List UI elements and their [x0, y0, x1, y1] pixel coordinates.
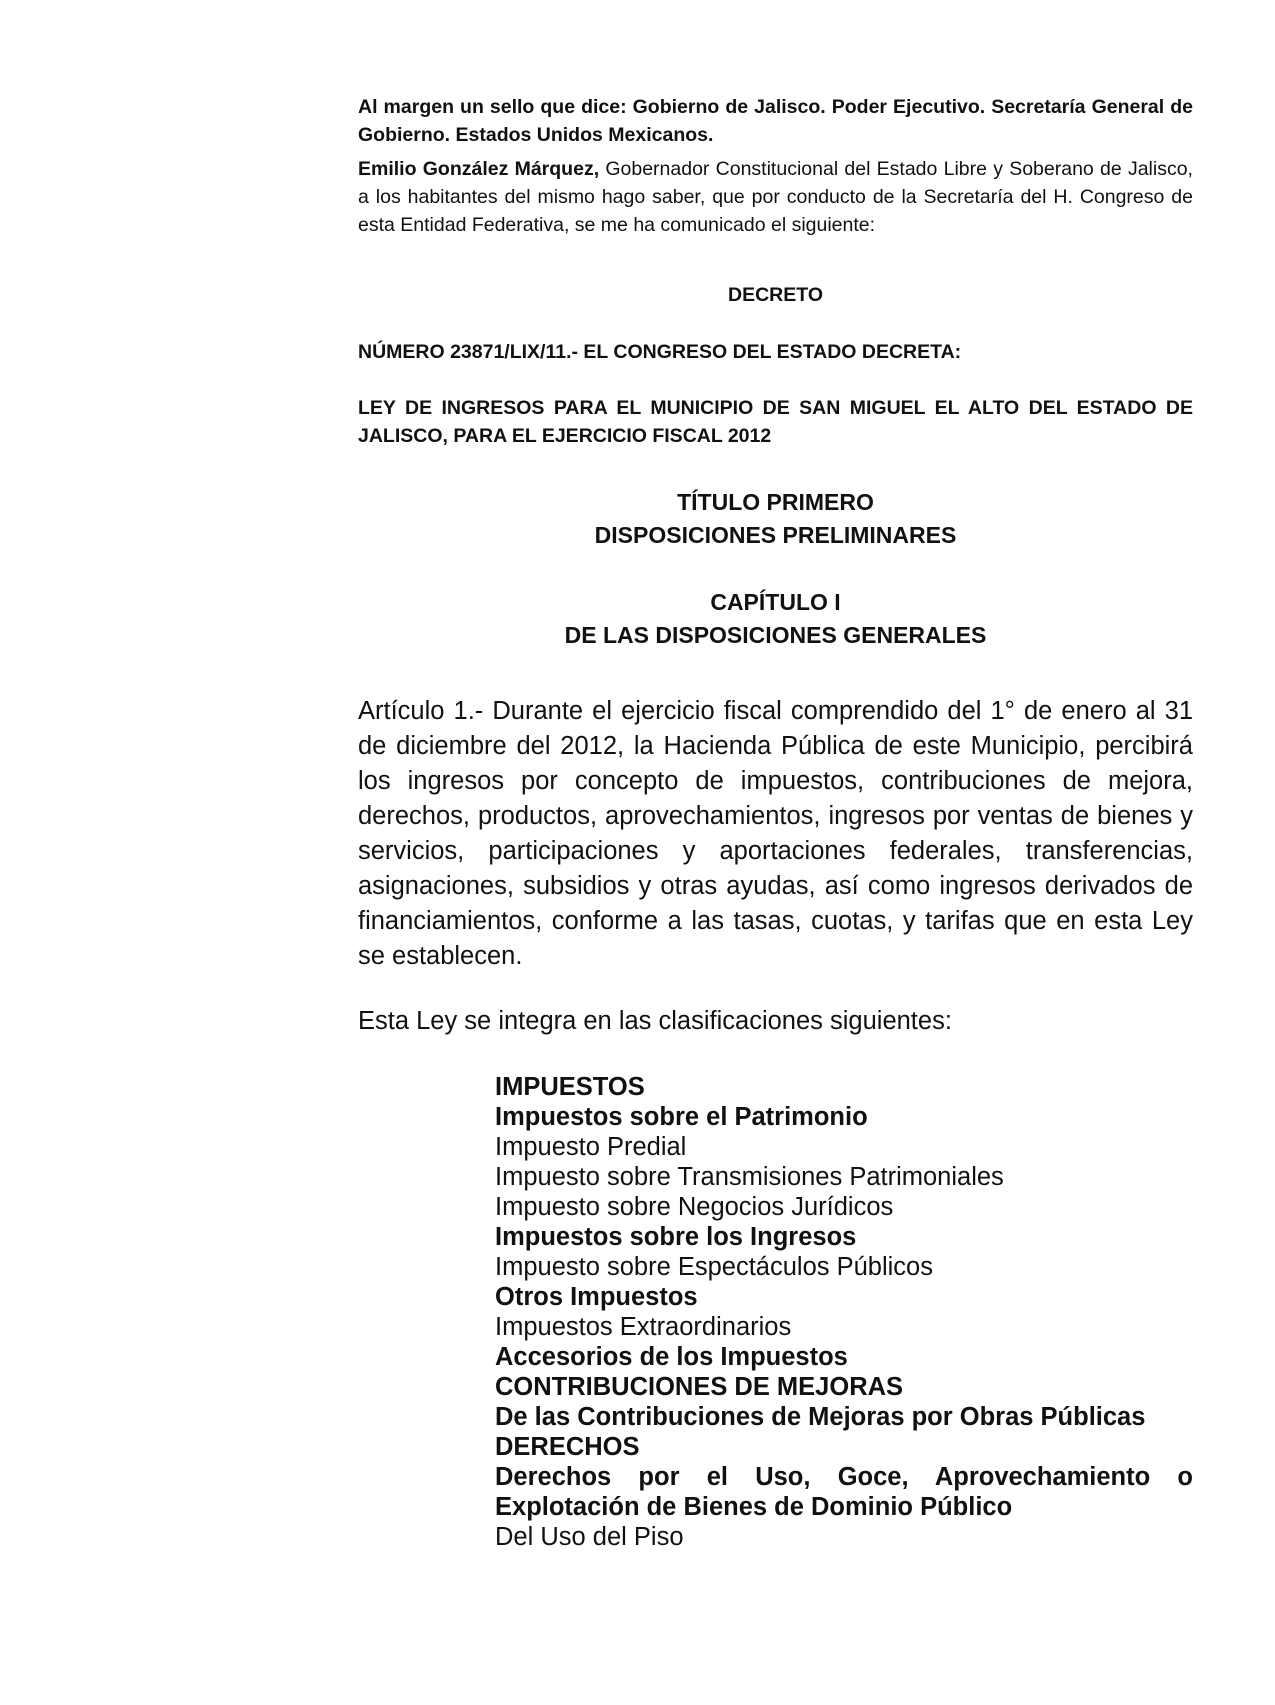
capitulo-line1: CAPÍTULO I	[710, 589, 841, 615]
list-item: Accesorios de los Impuestos	[495, 1343, 848, 1371]
title-primero-line2: DISPOSICIONES PRELIMINARES	[594, 522, 957, 548]
governor-text: Gobernador Constitucional del Estado Libre y Soberano de Jalisco, a los habitantes del mismo hago saber, que por conducto de la Secretaría del H. Congreso de esta Entidad Federativa, se me ha comunicado el siguiente:	[358, 158, 1193, 236]
list-item: Impuestos sobre los Ingresos	[495, 1223, 857, 1251]
decree-label: DECRETO	[728, 284, 823, 306]
governor-paragraph	[358, 155, 1193, 239]
list-item: Otros Impuestos	[495, 1283, 698, 1311]
list-item: CONTRIBUCIONES DE MEJORAS	[495, 1373, 904, 1401]
list-item: DERECHOS	[495, 1433, 640, 1461]
list-item: Impuesto sobre Negocios Jurídicos	[495, 1193, 894, 1221]
list-item: Impuestos Extraordinarios	[495, 1313, 792, 1341]
list-item: Impuesto Predial	[495, 1133, 687, 1161]
classification-intro: Esta Ley se integra en las clasificaciones siguientes:	[358, 1007, 952, 1035]
classification-list	[495, 1072, 1193, 1552]
article-1: Artículo 1.- Durante el ejercicio fiscal comprendido del 1° de enero al 31 de diciembre del 2012, la Hacienda Pública de este Municipio, percibirá los ingresos por concepto de impuestos, contribuciones de mejora, derechos, productos, aprovechamientos, ingresos por ventas de bienes y servicios, participaciones y aportaciones federales, transferencias, asignaciones, subsidios y otras ayudas, así como ingresos derivados de financiamientos, conforme a las tasas, cuotas, y tarifas que en esta Ley se establecen.	[358, 697, 1193, 970]
list-item: Impuesto sobre Transmisiones Patrimoniales	[495, 1163, 1004, 1191]
list-item: Del Uso del Piso	[495, 1523, 684, 1551]
list-item: Explotación de Bienes de Dominio Público	[495, 1493, 1013, 1521]
list-item: De las Contribuciones de Mejoras por Obras Públicas	[495, 1403, 1146, 1431]
list-item: Derechos por el Uso, Goce, Aprovechamiento o	[495, 1463, 1193, 1491]
capitulo-line2: DE LAS DISPOSICIONES GENERALES	[564, 622, 987, 648]
capitulo-heading	[358, 586, 1193, 652]
governor-name: Emilio González Márquez,	[358, 158, 600, 180]
decree-number: NÚMERO 23871/LIX/11.- EL CONGRESO DEL ESTADO DECRETA:	[358, 341, 962, 363]
title-primero-line1: TÍTULO PRIMERO	[677, 489, 874, 515]
list-item: Impuesto sobre Espectáculos Públicos	[495, 1253, 933, 1281]
margin-seal-note: Al margen un sello que dice: Gobierno de Jalisco. Poder Ejecutivo. Secretaría General de Gobierno. Estados Unidos Mexicanos.	[358, 96, 1193, 146]
law-title: LEY DE INGRESOS PARA EL MUNICIPIO DE SAN MIGUEL EL ALTO DEL ESTADO DE JALISCO, PARA EL EJERCICIO FISCAL 2012	[358, 397, 1193, 447]
list-item: Impuestos sobre el Patrimonio	[495, 1103, 868, 1131]
list-item: IMPUESTOS	[495, 1073, 645, 1101]
title-primero-heading	[358, 486, 1193, 552]
